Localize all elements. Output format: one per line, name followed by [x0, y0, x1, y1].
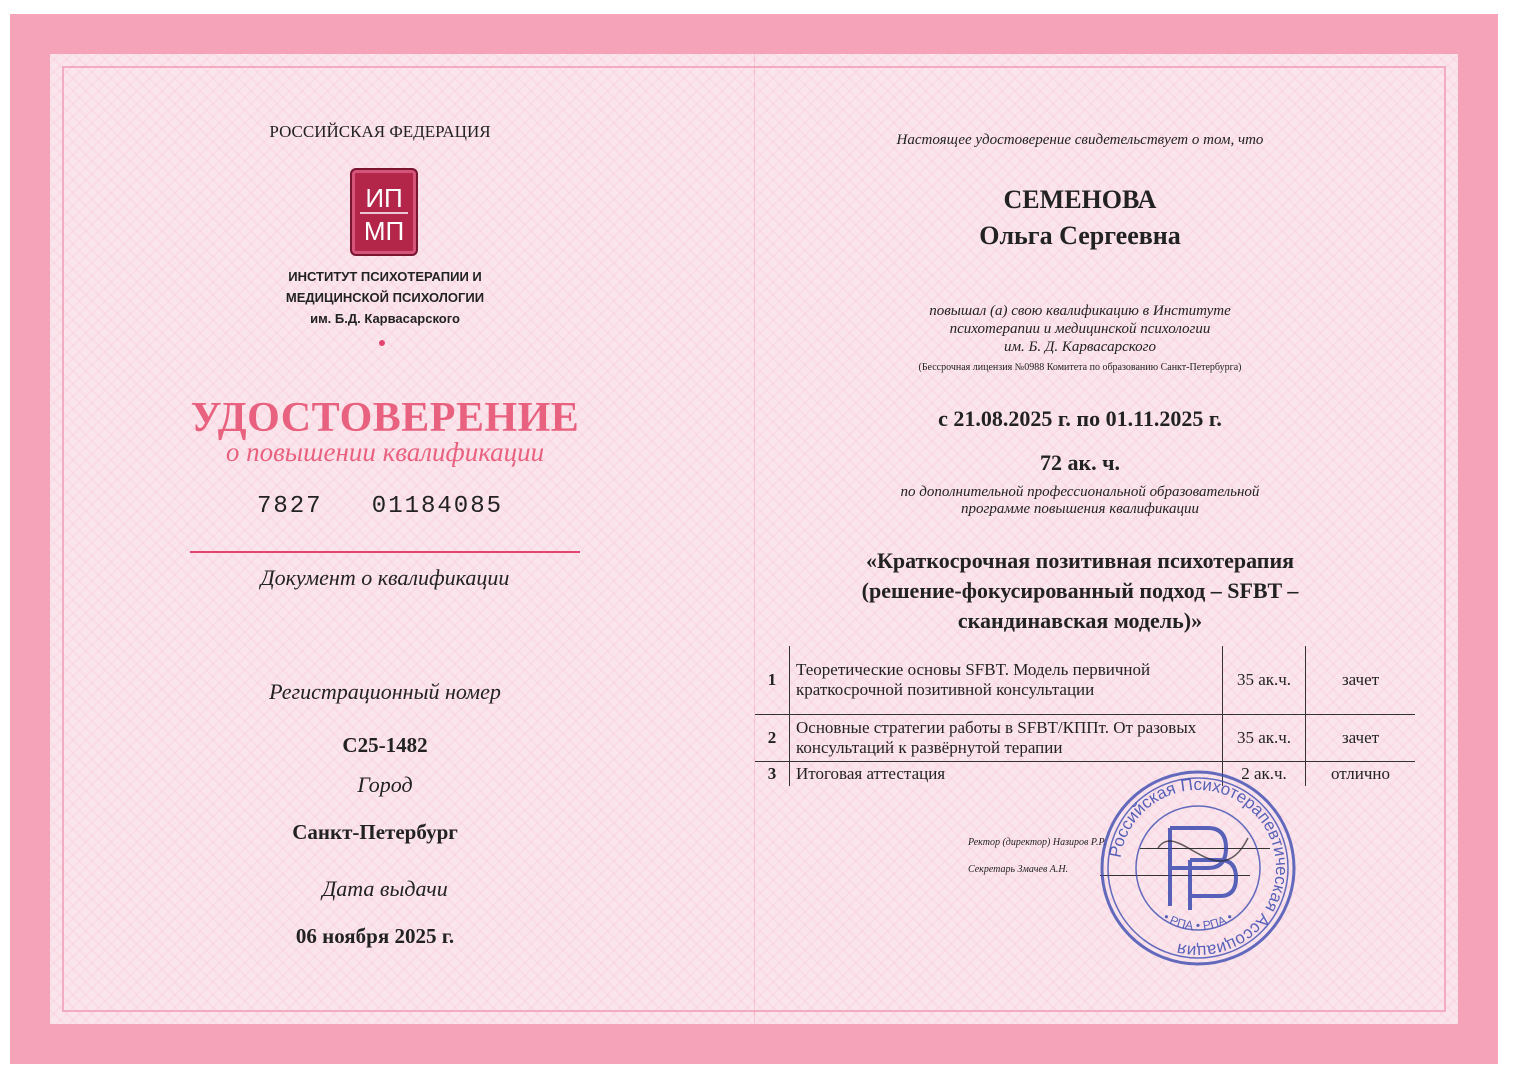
- institute-line-3: им. Б.Д. Карвасарского: [310, 311, 460, 326]
- module-grade: отлично: [1330, 764, 1390, 783]
- course-line-1: «Краткосрочная позитивная психотерапия: [865, 548, 1295, 573]
- module-number: 3: [755, 762, 790, 787]
- issue-date-value: 06 ноября 2025 г.: [295, 924, 455, 948]
- study-period: с 21.08.2025 г. по 01.11.2025 г.: [938, 406, 1222, 431]
- table-row: [755, 646, 1415, 715]
- module-name: Итоговая аттестация: [790, 762, 1223, 787]
- page-fold: [754, 54, 755, 1024]
- logo-line-bottom: МП: [363, 216, 405, 246]
- stamp-bottom-text: • РПА • РПА •: [1160, 909, 1236, 933]
- module-number: 1: [755, 646, 790, 715]
- intro-text: Настоящее удостоверение свидетельствует о том, что: [896, 132, 1264, 148]
- module-hours: 35 ак.ч.: [1223, 715, 1306, 762]
- course-title: [790, 546, 1370, 636]
- program-line-1: по дополнительной профессиональной образовательной: [900, 484, 1260, 500]
- city-label: Город: [357, 772, 413, 797]
- logo-line-top: ИП: [365, 183, 403, 213]
- institute-name: [220, 266, 550, 329]
- institute-logo: [350, 168, 418, 256]
- module-name: Теоретические основы SFBT. Модель первичной краткосрочной позитивной консультации: [790, 646, 1223, 715]
- institute-line-1: ИНСТИТУТ ПСИХОТЕРАПИИ И: [288, 269, 482, 284]
- country-heading: РОССИЙСКАЯ ФЕДЕРАЦИЯ: [269, 122, 491, 141]
- module-number: 2: [755, 715, 790, 762]
- svg-text:• РПА • РПА •: [1161, 910, 1235, 933]
- rector-signature-line: Ректор (директор) Назиров Р.Р.: [968, 837, 1107, 848]
- modules-table: [755, 646, 1415, 786]
- course-line-2: (решение-фокусированный подход – SFBT –: [861, 578, 1299, 603]
- qualification-line-2: психотерапии и медицинской психологии: [949, 321, 1211, 337]
- total-hours: 72 ак. ч.: [1039, 450, 1121, 475]
- qualification-line-3: им. Б. Д. Карвасарского: [1003, 339, 1157, 355]
- module-grade: зачет: [1306, 715, 1416, 762]
- holder-surname: СЕМЕНОВА: [1003, 185, 1157, 214]
- module-grade: зачет: [1306, 646, 1416, 715]
- registration-number: С25-1482: [342, 733, 428, 757]
- secretary-signature-line: Секретарь Змачев А.Н.: [968, 864, 1069, 875]
- registration-label: Регистрационный номер: [269, 679, 501, 704]
- table-row: [755, 762, 1415, 787]
- program-line-2: программе повышения квалификации: [961, 501, 1199, 517]
- qualification-statement: [800, 302, 1360, 356]
- course-line-3: скандинавская модель)»: [957, 608, 1203, 633]
- document-kind: Документ о квалификации: [260, 565, 510, 590]
- module-name: Основные стратегии работы в SFBT/КППт. От разовых консультаций к развёрнутой терапии: [790, 715, 1223, 762]
- program-description: [800, 484, 1360, 518]
- institute-logo-glyph: [352, 170, 416, 254]
- qualification-line-1: повышал (а) свою квалификацию в Институте: [929, 303, 1231, 319]
- license-note: (Бессрочная лицензия №0988 Комитета по образованию Санкт-Петербурга): [918, 362, 1242, 373]
- stamp-ring-text: Российская Психотерапевтическая Ассоциация: [1105, 774, 1292, 962]
- stamp-emblem-icon: [1170, 828, 1236, 910]
- table-row: [755, 715, 1415, 762]
- certificate-number: 7827 01184085: [256, 493, 504, 520]
- issue-date-label: Дата выдачи: [322, 876, 448, 901]
- institute-line-2: МЕДИЦИНСКОЙ ПСИХОЛОГИИ: [285, 290, 485, 305]
- certificate-title: УДОСТОВЕРЕНИЕ: [190, 395, 580, 441]
- module-hours: 2 ак.ч.: [1223, 762, 1306, 787]
- title-underline: [190, 551, 580, 553]
- holder-given-names: Ольга Сергеевна: [979, 221, 1181, 250]
- association-stamp: [1098, 768, 1298, 968]
- decorative-dot: [379, 340, 385, 346]
- certificate-subtitle: о повышении квалификации: [225, 437, 545, 467]
- module-hours: 35 ак.ч.: [1223, 646, 1306, 715]
- city-value: Санкт-Петербург: [292, 820, 458, 844]
